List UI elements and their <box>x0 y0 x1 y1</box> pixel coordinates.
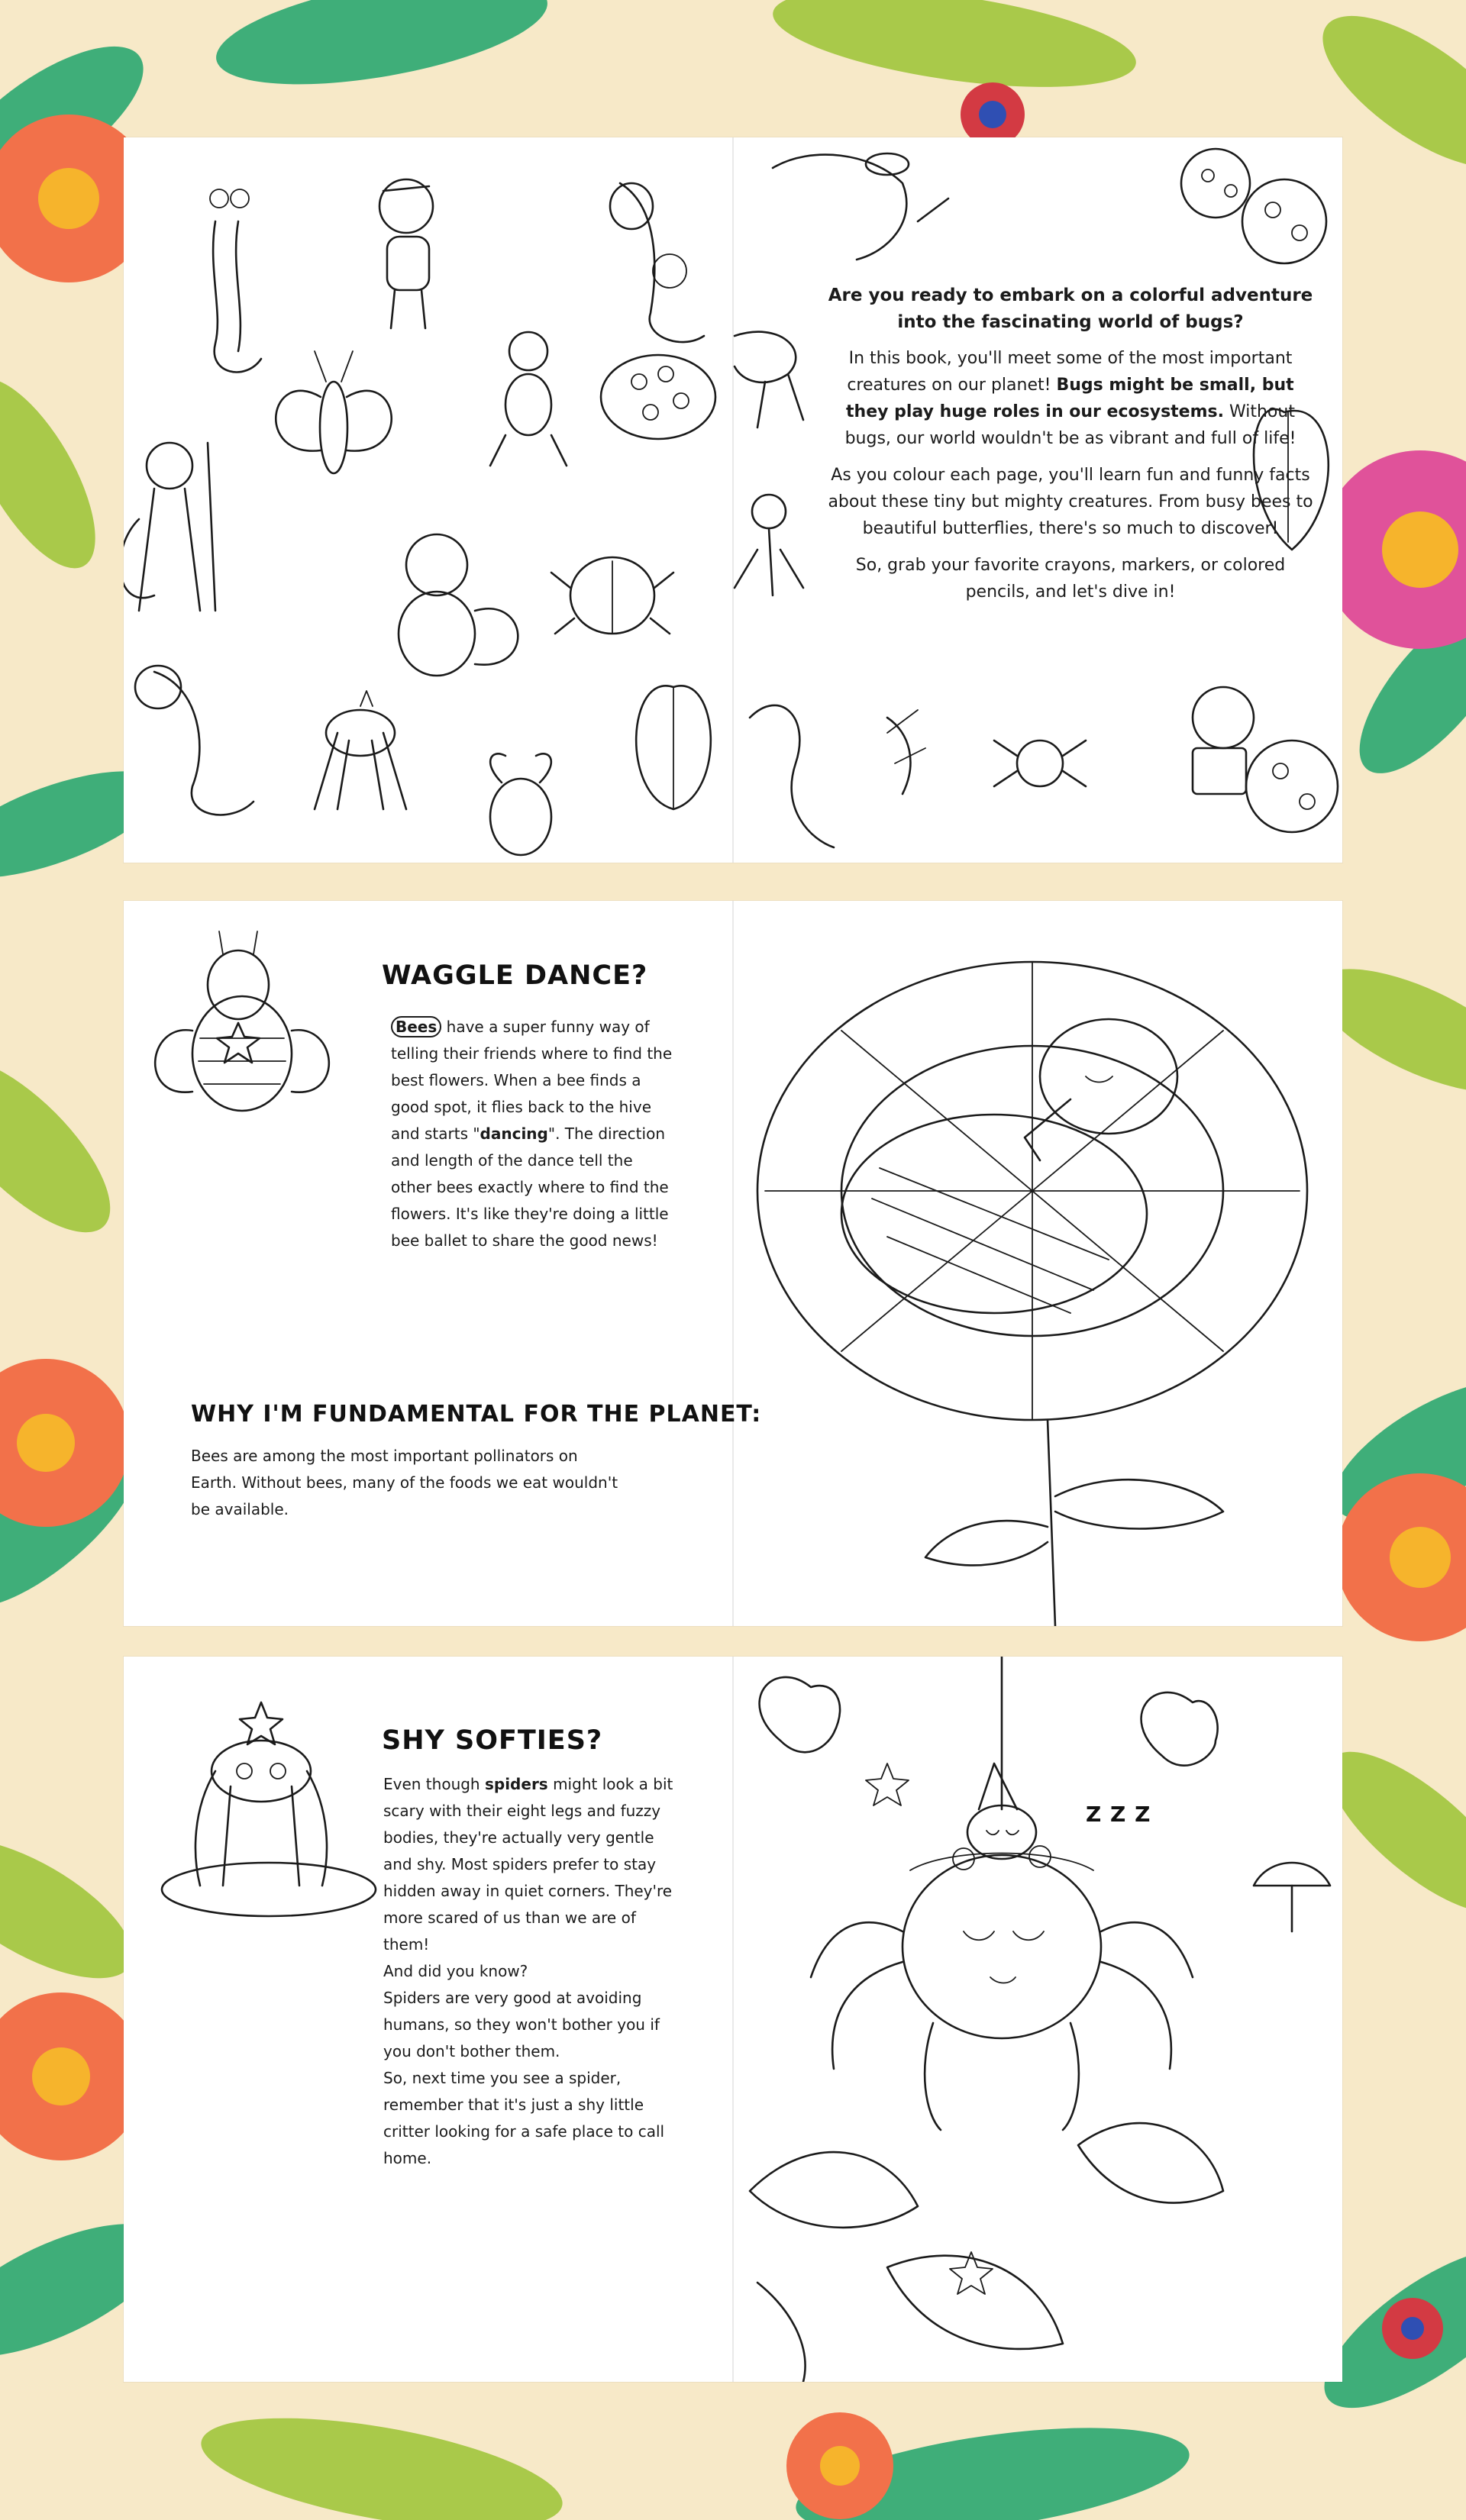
spider-text-d: So, next time you see a spider, remember that it's just a shy little critter looking for a safe place to call home. <box>383 2069 665 2167</box>
moth-icon <box>276 351 391 473</box>
intro-p1-strong: Bugs might be small, but they play huge roles in our ecosystems. <box>846 376 1294 421</box>
reading-ladybug-icon <box>1193 687 1338 832</box>
zzz-label: Z Z Z <box>1086 1802 1151 1827</box>
intro-paragraph-1 <box>826 345 1315 452</box>
waggle-text-b: ". The direction and length of the dance tell the other bees exactly where to find the flowers. It's like they're doing a little bee ballet to share the good news! <box>391 1124 669 1250</box>
bee-character-icon <box>399 534 518 676</box>
stick-bug-icon <box>735 495 803 595</box>
spider-icon <box>315 691 406 809</box>
spider-icon <box>994 741 1086 786</box>
mushroom-icon <box>1254 1863 1330 1931</box>
spider-text-c: Spiders are very good at avoiding humans, so they won't bother you if you don't bother them. <box>383 1989 660 2060</box>
sunflower-petals-icon <box>757 962 1307 1420</box>
big-spider-body-icon <box>811 1855 1193 2130</box>
bee-with-star-icon <box>155 931 329 1111</box>
spiders-word: spiders <box>484 1775 548 1793</box>
ladybug-icon <box>1181 149 1326 263</box>
sleeping-baby-spider-icon <box>967 1763 1036 1859</box>
intro-spread <box>124 137 1342 863</box>
sleeping-spider-illustration <box>750 1657 1330 2382</box>
intro-paragraph-3: So, grab your favorite crayons, markers, or colored pencils, and let's dive in! <box>855 556 1286 602</box>
waggle-dance-title: WAGGLE DANCE? <box>382 960 648 991</box>
dancing-word: dancing <box>480 1124 548 1143</box>
plant-icon <box>750 705 925 847</box>
bee-spread <box>124 901 1342 1626</box>
bug-character-icon <box>379 179 433 328</box>
hopper-icon <box>735 332 803 428</box>
intro-p1-start: In this book, you'll meet some of the most important creatures on our planet! <box>847 349 1293 395</box>
bees-word: Bees <box>391 1016 441 1037</box>
caterpillar-icon <box>135 666 253 815</box>
grasshopper-icon <box>124 443 215 611</box>
bug-with-hat-icon <box>773 153 948 260</box>
leaves-icon <box>750 2123 1223 2382</box>
intro-text-block <box>826 282 1315 615</box>
fundamental-text: Bees are among the most important pollinators on Earth. Without bees, many of the foods we eat wouldn't be available. <box>191 1447 618 1518</box>
sunflower-with-sleeping-bee-illustration <box>757 962 1307 1626</box>
butterfly-icon <box>636 686 711 809</box>
stag-beetle-icon <box>490 753 551 855</box>
star-icon <box>866 1763 993 2294</box>
spider-spread <box>124 1657 1342 2382</box>
ant-icon <box>490 332 567 466</box>
fundamental-subtitle: WHY I'M FUNDAMENTAL FOR THE PLANET: <box>191 1401 762 1428</box>
spider-text-b: might look a bit scary with their eight legs and fuzzy bodies, they're actually very gentle and shy. Most spiders prefer to stay hidden away in quiet corners. They're more scared of us than we are of them! <box>383 1775 673 1954</box>
caterpillar-icon <box>610 183 704 342</box>
shy-softies-title: SHY SOFTIES? <box>382 1725 603 1756</box>
spider-on-rock-icon <box>162 1702 376 1916</box>
did-you-know: And did you know? <box>383 1962 528 1980</box>
intro-p1-end: Without bugs, our world wouldn't be as vibrant and full of life! <box>844 402 1296 448</box>
spider-text-a: Even though <box>383 1775 480 1793</box>
waggle-dance-text <box>391 1014 673 1254</box>
spotted-caterpillar-icon <box>601 355 715 439</box>
beetle-icon <box>551 557 673 634</box>
shy-softies-text <box>383 1771 677 2172</box>
worm-icon <box>210 189 261 372</box>
waggle-text-a: have a super funny way of telling their friends where to find the best flowers. When a bee finds a good spot, it flies back to the hive and starts " <box>391 1018 673 1143</box>
intro-paragraph-2: As you colour each page, you'll learn fun and funny facts about these tiny but mighty creatures. From busy bees to beautiful butterflies, there's so much to discover! <box>828 466 1313 538</box>
sleeping-bee-icon <box>841 1019 1177 1313</box>
heart-leaf-icon <box>760 1677 1218 1766</box>
intro-question: Are you ready to embark on a colorful adventure into the fascinating world of bugs? <box>828 286 1313 332</box>
